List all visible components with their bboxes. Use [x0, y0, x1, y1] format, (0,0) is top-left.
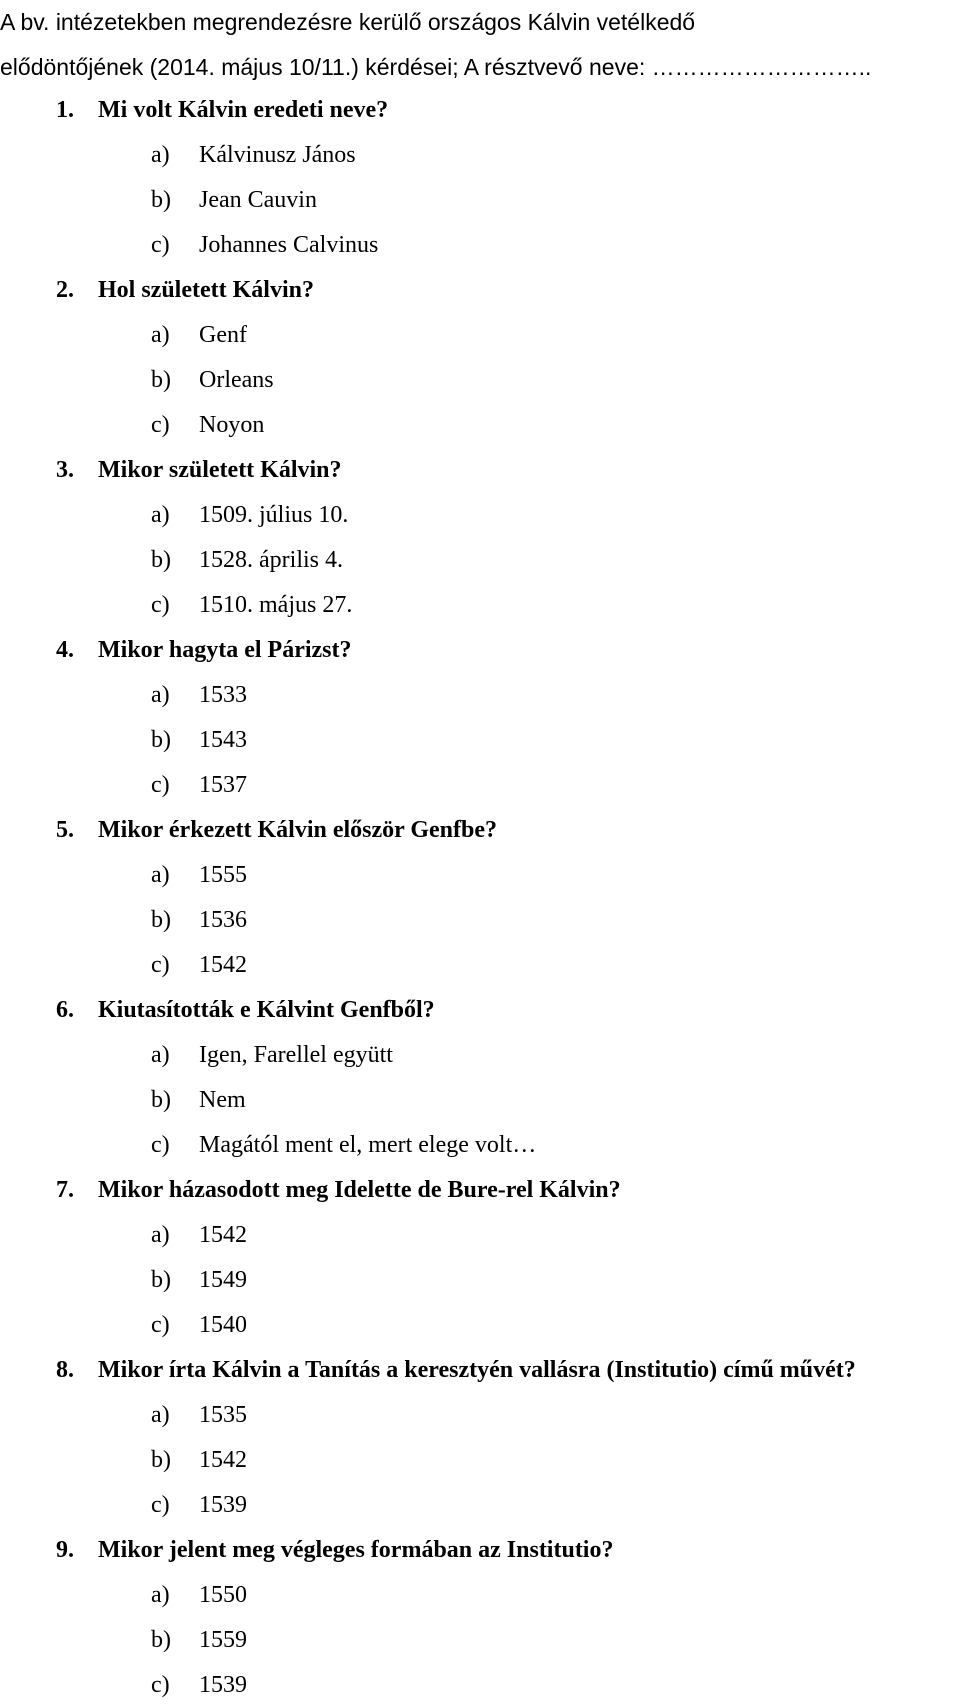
option-letter: b) [151, 187, 171, 213]
option-letter: b) [151, 1267, 171, 1293]
question-number: 6. [56, 997, 74, 1023]
option-text: 1542 [199, 1447, 247, 1473]
option-text: 1542 [199, 952, 247, 978]
answer-option [0, 1123, 960, 1168]
document-header [0, 0, 960, 90]
answer-option [0, 223, 960, 268]
question-7 [0, 1168, 960, 1213]
option-text: 1528. április 4. [199, 547, 343, 573]
question-text: Mikor írta Kálvin a Tanítás a keresztyén vallásra (Institutio) című művét? [98, 1357, 856, 1383]
option-text: 1540 [199, 1312, 247, 1338]
option-letter: a) [151, 1222, 170, 1248]
answer-option [0, 1303, 960, 1348]
option-text: 1550 [199, 1582, 247, 1608]
option-letter: b) [151, 367, 171, 393]
answer-option [0, 493, 960, 538]
question-number: 3. [56, 457, 74, 483]
option-letter: a) [151, 1042, 170, 1068]
answer-option [0, 1663, 960, 1708]
option-text: Johannes Calvinus [199, 232, 379, 258]
question-text: Mikor jelent meg végleges formában az Institutio? [98, 1537, 614, 1563]
answer-option [0, 1618, 960, 1663]
option-letter: c) [151, 952, 170, 978]
question-1 [0, 88, 960, 133]
answer-option [0, 1438, 960, 1483]
question-8 [0, 1348, 960, 1393]
answer-option [0, 358, 960, 403]
option-letter: c) [151, 772, 170, 798]
question-number: 8. [56, 1357, 74, 1383]
answer-option [0, 943, 960, 988]
option-letter: c) [151, 592, 170, 618]
answer-option [0, 1573, 960, 1618]
question-text: Mikor házasodott meg Idelette de Bure-rel Kálvin? [98, 1177, 621, 1203]
option-text: Orleans [199, 367, 274, 393]
question-2 [0, 268, 960, 313]
question-text: Mikor hagyta el Párizst? [98, 637, 352, 663]
question-text: Hol született Kálvin? [98, 277, 314, 303]
option-letter: c) [151, 1672, 170, 1698]
question-9 [0, 1528, 960, 1573]
option-letter: c) [151, 1312, 170, 1338]
question-text: Mikor érkezett Kálvin először Genfbe? [98, 817, 498, 843]
option-letter: c) [151, 1492, 170, 1518]
answer-option [0, 1483, 960, 1528]
option-text: 1539 [199, 1492, 247, 1518]
option-text: Nem [199, 1087, 246, 1113]
question-5 [0, 808, 960, 853]
question-number: 9. [56, 1537, 74, 1563]
option-text: 1539 [199, 1672, 247, 1698]
option-text: 1536 [199, 907, 247, 933]
header-line-2: elődöntőjének (2014. május 10/11.) kérdései; A résztvevő neve: ……………………….. [0, 54, 872, 80]
answer-option [0, 313, 960, 358]
option-letter: c) [151, 412, 170, 438]
option-letter: b) [151, 1087, 171, 1113]
question-number: 1. [56, 97, 74, 123]
option-letter: c) [151, 1132, 170, 1158]
question-3 [0, 448, 960, 493]
question-text: Kiutasították e Kálvint Genfből? [98, 997, 435, 1023]
option-text: 1555 [199, 862, 247, 888]
option-letter: a) [151, 1402, 170, 1428]
question-number: 2. [56, 277, 74, 303]
option-letter: a) [151, 322, 170, 348]
answer-option [0, 133, 960, 178]
option-letter: a) [151, 142, 170, 168]
option-text: 1510. május 27. [199, 592, 353, 618]
option-text: Genf [199, 322, 247, 348]
option-text: 1543 [199, 727, 247, 753]
question-6 [0, 988, 960, 1033]
option-text: Magától ment el, mert elege volt… [199, 1132, 537, 1158]
answer-option [0, 898, 960, 943]
option-letter: a) [151, 682, 170, 708]
answer-option [0, 1393, 960, 1438]
answer-option [0, 538, 960, 583]
option-text: 1549 [199, 1267, 247, 1293]
option-letter: b) [151, 1627, 171, 1653]
answer-option [0, 1078, 960, 1123]
answer-option [0, 1213, 960, 1258]
option-text: 1509. július 10. [199, 502, 349, 528]
option-letter: a) [151, 862, 170, 888]
answer-option [0, 718, 960, 763]
option-text: 1537 [199, 772, 247, 798]
answer-option [0, 853, 960, 898]
option-letter: c) [151, 232, 170, 258]
question-number: 4. [56, 637, 74, 663]
question-4 [0, 628, 960, 673]
option-letter: b) [151, 907, 171, 933]
answer-option [0, 1258, 960, 1303]
answer-option [0, 763, 960, 808]
answer-option [0, 673, 960, 718]
option-text: Jean Cauvin [199, 187, 317, 213]
option-letter: b) [151, 547, 171, 573]
option-text: Noyon [199, 412, 265, 438]
option-letter: b) [151, 1447, 171, 1473]
question-number: 7. [56, 1177, 74, 1203]
option-text: 1559 [199, 1627, 247, 1653]
answer-option [0, 178, 960, 223]
option-text: 1542 [199, 1222, 247, 1248]
option-letter: b) [151, 727, 171, 753]
option-text: 1533 [199, 682, 247, 708]
question-number: 5. [56, 817, 74, 843]
answer-option [0, 583, 960, 628]
question-text: Mikor született Kálvin? [98, 457, 342, 483]
answer-option [0, 1033, 960, 1078]
option-text: Kálvinusz János [199, 142, 356, 168]
option-letter: a) [151, 502, 170, 528]
question-text: Mi volt Kálvin eredeti neve? [98, 97, 389, 123]
option-text: Igen, Farellel együtt [199, 1042, 393, 1068]
answer-option [0, 403, 960, 448]
option-text: 1535 [199, 1402, 247, 1428]
quiz-questions [0, 88, 960, 1708]
option-letter: a) [151, 1582, 170, 1608]
header-line-1: A bv. intézetekben megrendezésre kerülő országos Kálvin vetélkedő [0, 9, 696, 35]
